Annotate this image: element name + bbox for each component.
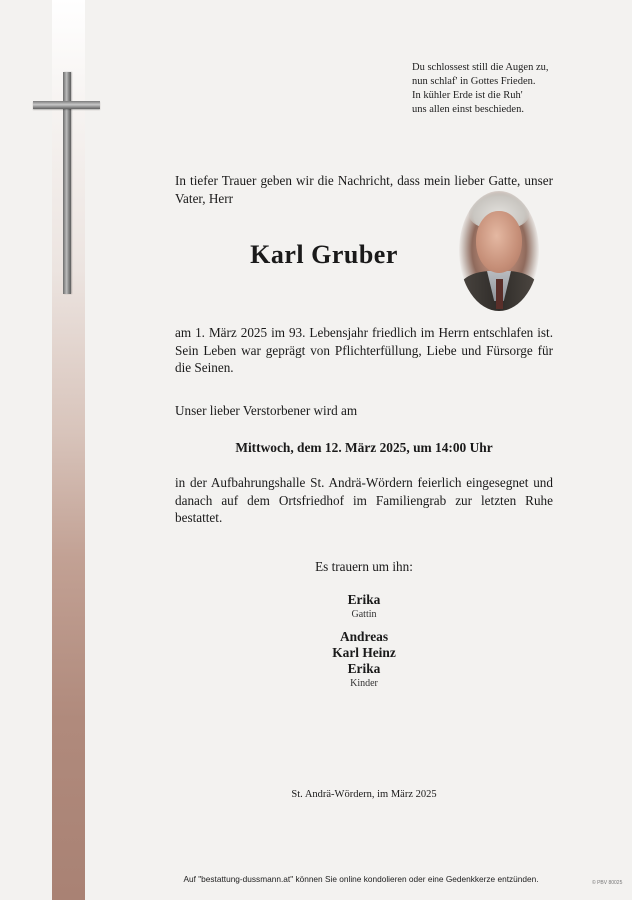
place-and-date: St. Andrä-Wördern, im März 2025	[291, 789, 437, 800]
death-announcement-text: am 1. März 2025 im 93. Lebensjahr friedlich im Herrn entschlafen ist. Sein Leben war geprägt von Pflichterfüllung, Liebe und Fürsorge für die Seinen.	[175, 325, 553, 375]
intro-text: In tiefer Trauer geben wir die Nachricht, dass mein lieber Gatte, unser Vater, Herr	[175, 173, 553, 206]
mourner-name: Karl Heinz	[332, 645, 396, 660]
mourner-group-spouse	[175, 592, 553, 621]
mourner-name: Erika	[347, 592, 381, 607]
funeral-intro-text: Unser lieber Verstorbener wird am	[175, 403, 358, 418]
poem-line: nun schlaf' in Gottes Frieden.	[412, 76, 536, 87]
mourner-name: Andreas	[339, 629, 389, 644]
poem-line: uns allen einst beschieden.	[412, 104, 524, 115]
poem	[412, 61, 592, 117]
deceased-name: Karl Gruber	[250, 240, 398, 269]
footer-note: Auf "bestattung-dussmann.at" können Sie online kondolieren oder eine Gedenkkerze entzünden.	[183, 874, 539, 884]
funeral-details-text: in der Aufbahrungshalle St. Andrä-Wördern feierlich eingesegnet und danach auf dem Ortsfriedhof im Familiengrab zur letzten Ruhe bestattet.	[175, 475, 553, 525]
mourner-relation: Gattin	[351, 609, 377, 620]
print-mark: © PBV 80025	[592, 880, 623, 886]
portrait-photo	[459, 191, 539, 311]
cross-icon-horizontal	[33, 101, 100, 109]
mourner-name: Erika	[347, 661, 381, 676]
poem-line: In kühler Erde ist die Ruh'	[412, 90, 523, 101]
mourner-relation: Kinder	[350, 678, 378, 689]
funeral-date: Mittwoch, dem 12. März 2025, um 14:00 Uhr	[235, 440, 493, 455]
poem-line: Du schlossest still die Augen zu,	[412, 62, 549, 73]
mourners-heading: Es trauern um ihn:	[315, 559, 413, 574]
mourner-group-children	[175, 629, 553, 690]
